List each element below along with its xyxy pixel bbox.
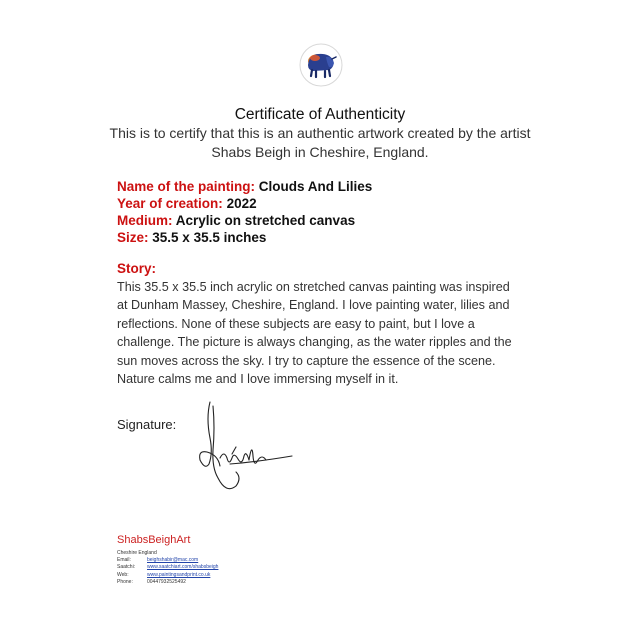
- detail-year: [117, 195, 372, 212]
- contact-phone: [117, 579, 218, 586]
- handwritten-signature: [196, 398, 300, 500]
- contact-saatchi: [117, 564, 218, 571]
- certification-statement: [0, 124, 640, 162]
- story-line: This 35.5 x 35.5 inch acrylic on stretched canvas painting was inspired: [117, 280, 510, 294]
- detail-value: Acrylic on stretched canvas: [175, 213, 356, 228]
- story-line: sun moves across the sky. I try to capture the essence of the scene.: [117, 353, 496, 368]
- detail-value: 35.5 x 35.5 inches: [152, 230, 267, 245]
- bison-logo-icon: [299, 43, 343, 87]
- contact-details: [117, 557, 218, 587]
- story-line: at Dunham Massey, Cheshire, England. I love painting water, lilies and: [117, 298, 510, 313]
- saatchi-link[interactable]: www.saatchiart.com/shabsbeigh: [147, 564, 219, 571]
- contact-label: Web:: [117, 571, 129, 578]
- signature-label: Signature:: [117, 417, 177, 432]
- detail-value: Clouds And Lilies: [258, 179, 373, 194]
- contact-label: Saatchi:: [117, 564, 136, 571]
- detail-label: Name of the painting:: [117, 179, 255, 194]
- story-heading: Story:: [117, 261, 157, 276]
- detail-label: Size:: [117, 230, 149, 245]
- detail-size: [117, 229, 372, 246]
- detail-value: 2022: [226, 196, 257, 211]
- certificate-title: Certificate of Authenticity: [234, 106, 406, 123]
- certify-line: This is to certify that this is an authentic artwork created by the artist: [109, 125, 531, 141]
- detail-label: Year of creation:: [117, 196, 223, 211]
- detail-painting-name: [117, 178, 372, 195]
- story-line: challenge. The picture is always changing, as the water ripples and the: [117, 335, 512, 350]
- certify-line: Shabs Beigh in Cheshire, England.: [211, 144, 429, 160]
- story-line: Nature calms me and I love immersing myself in it.: [117, 372, 399, 387]
- phone-number: 00447932525492: [147, 579, 186, 586]
- artist-logo: [299, 43, 343, 87]
- brand-location: Cheshire England: [117, 550, 157, 556]
- contact-web: [117, 572, 218, 579]
- contact-label: Phone:: [117, 579, 133, 586]
- detail-label: Medium:: [117, 213, 173, 228]
- email-link[interactable]: beighshabir@mac.com: [147, 557, 199, 563]
- story-text: [117, 278, 537, 388]
- website-link[interactable]: www.paintingsandprint.co.uk: [147, 571, 211, 578]
- brand-name: ShabsBeighArt: [117, 534, 191, 546]
- detail-medium: [117, 212, 372, 229]
- contact-label: Email:: [117, 557, 131, 563]
- painting-details: [117, 178, 372, 246]
- story-line: reflections. None of these subjects are easy to paint, but I love a: [117, 316, 475, 331]
- contact-email: [117, 557, 218, 564]
